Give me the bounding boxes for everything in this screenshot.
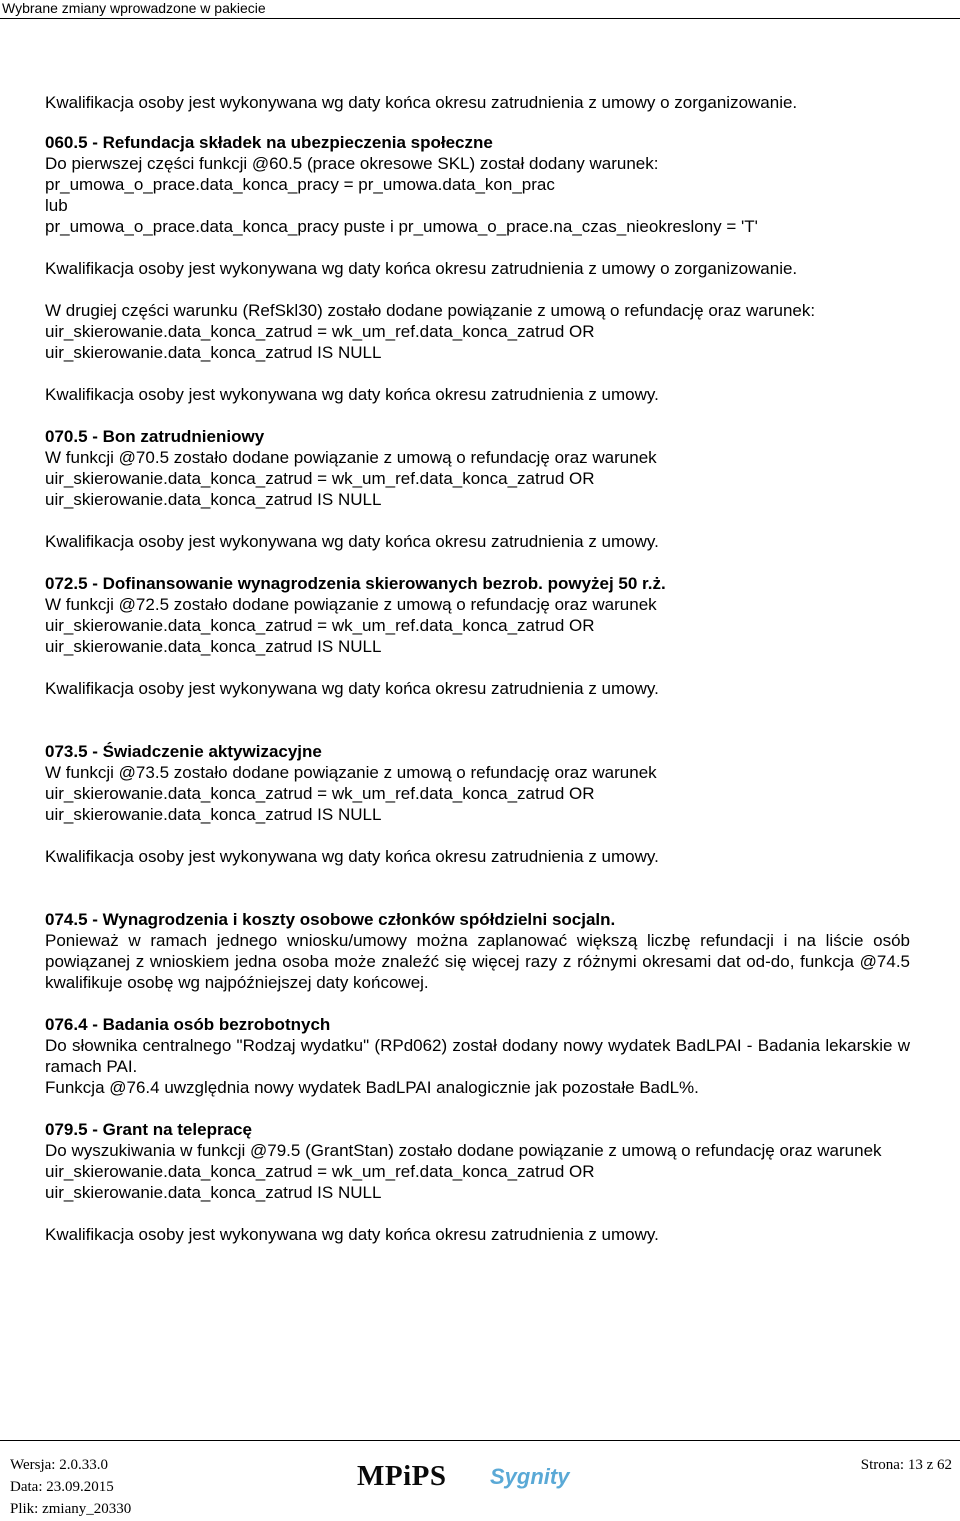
text-line: lub <box>45 196 68 215</box>
text-line: uir_skierowanie.data_konca_zatrud IS NULL <box>45 1183 382 1202</box>
text-line: uir_skierowanie.data_konca_zatrud = wk_um_ref.data_konca_zatrud OR <box>45 469 595 488</box>
text-line: Kwalifikacja osoby jest wykonywana wg daty końca okresu zatrudnienia z umowy. <box>45 532 659 551</box>
section-060 <box>45 132 910 405</box>
section-heading: 079.5 - Grant na telepracę <box>45 1120 252 1139</box>
page-header <box>0 0 960 19</box>
text-line: Do pierwszej części funkcji @60.5 (prace okresowe SKL) został dodany warunek: <box>45 154 659 173</box>
section-079 <box>45 1119 910 1245</box>
paragraph: Kwalifikacja osoby jest wykonywana wg daty końca okresu zatrudnienia z umowy o zorganizowanie. <box>45 93 798 112</box>
text-line: uir_skierowanie.data_konca_zatrud IS NULL <box>45 343 382 362</box>
section-076 <box>45 1014 910 1098</box>
section-heading: 070.5 - Bon zatrudnieniowy <box>45 427 265 446</box>
section-072 <box>45 573 910 699</box>
text-line: uir_skierowanie.data_konca_zatrud IS NULL <box>45 490 382 509</box>
page-footer <box>0 1440 960 1521</box>
text-line: W funkcji @72.5 zostało dodane powiązanie z umową o refundację oraz warunek <box>45 595 657 614</box>
section-heading: 074.5 - Wynagrodzenia i koszty osobowe członków spółdzielni socjaln. <box>45 910 616 929</box>
page-number: Strona: 13 z 62 <box>860 1457 952 1473</box>
text-line: uir_skierowanie.data_konca_zatrud IS NULL <box>45 637 382 656</box>
section-heading: 072.5 - Dofinansowanie wynagrodzenia skierowanych bezrob. powyżej 50 r.ż. <box>45 574 666 593</box>
paragraph: Do słownika centralnego "Rodzaj wydatku" (RPd062) został dodany nowy wydatek BadLPAI - Badania lekarskie w ramach PAI. <box>45 1036 910 1076</box>
header-title: Wybrane zmiany wprowadzone w pakiecie <box>2 0 266 16</box>
text-line: pr_umowa_o_prace.data_konca_pracy puste i pr_umowa_o_prace.na_czas_nieokreslony = 'T' <box>45 217 758 236</box>
file-label: Plik: zmiany_20330 <box>10 1501 132 1517</box>
text-line: uir_skierowanie.data_konca_zatrud IS NULL <box>45 805 382 824</box>
text-line: W drugiej części warunku (RefSkl30) zostało dodane powiązanie z umową o refundację oraz warunek: <box>45 301 816 320</box>
mpips-logo: MPiPS <box>357 1460 447 1492</box>
section-073 <box>45 741 910 867</box>
sygnity-logo: Sygnity <box>490 1464 570 1489</box>
version-label: Wersja: 2.0.33.0 <box>10 1457 108 1473</box>
section-heading: 073.5 - Świadczenie aktywizacyjne <box>45 742 322 761</box>
text-line: Kwalifikacja osoby jest wykonywana wg daty końca okresu zatrudnienia z umowy o zorganizowanie. <box>45 259 798 278</box>
text-line: Kwalifikacja osoby jest wykonywana wg daty końca okresu zatrudnienia z umowy. <box>45 679 659 698</box>
footer-meta <box>10 1454 131 1520</box>
document-body <box>45 92 910 1245</box>
text-line: Funkcja @76.4 uwzględnia nowy wydatek BadLPAI analogicznie jak pozostałe BadL%. <box>45 1078 699 1097</box>
section-heading: 060.5 - Refundacja składek na ubezpieczenia społeczne <box>45 133 493 152</box>
text-line: uir_skierowanie.data_konca_zatrud = wk_um_ref.data_konca_zatrud OR <box>45 784 595 803</box>
text-line: Kwalifikacja osoby jest wykonywana wg daty końca okresu zatrudnienia z umowy. <box>45 847 659 866</box>
text-line: uir_skierowanie.data_konca_zatrud = wk_um_ref.data_konca_zatrud OR <box>45 1162 595 1181</box>
section-heading: 076.4 - Badania osób bezrobotnych <box>45 1015 331 1034</box>
text-line: W funkcji @70.5 zostało dodane powiązanie z umową o refundację oraz warunek <box>45 448 657 467</box>
section-074 <box>45 909 910 993</box>
date-label: Data: 23.09.2015 <box>10 1479 114 1495</box>
text-line: W funkcji @73.5 zostało dodane powiązanie z umową o refundację oraz warunek <box>45 763 657 782</box>
text-line: Kwalifikacja osoby jest wykonywana wg daty końca okresu zatrudnienia z umowy. <box>45 385 659 404</box>
section-070 <box>45 426 910 552</box>
text-line: pr_umowa_o_prace.data_konca_pracy = pr_umowa.data_kon_prac <box>45 175 555 194</box>
paragraph: Do wyszukiwania w funkcji @79.5 (GrantStan) zostało dodane powiązanie z umową o refundację oraz warunek <box>45 1141 882 1160</box>
footer-divider <box>0 1440 960 1441</box>
text-line: uir_skierowanie.data_konca_zatrud = wk_um_ref.data_konca_zatrud OR <box>45 616 595 635</box>
paragraph: Ponieważ w ramach jednego wniosku/umowy można zaplanować większą liczbę refundacji i na liście osób powiązanej z wnioskiem jedna osoba może znaleźć się więcej razy z różnymi okresami dat od-do, funkcja @74.5 kwalifikuje osobę wg najpóźniejszej daty końcowej. <box>45 931 910 992</box>
text-line: uir_skierowanie.data_konca_zatrud = wk_um_ref.data_konca_zatrud OR <box>45 322 595 341</box>
text-line: Kwalifikacja osoby jest wykonywana wg daty końca okresu zatrudnienia z umowy. <box>45 1225 659 1244</box>
